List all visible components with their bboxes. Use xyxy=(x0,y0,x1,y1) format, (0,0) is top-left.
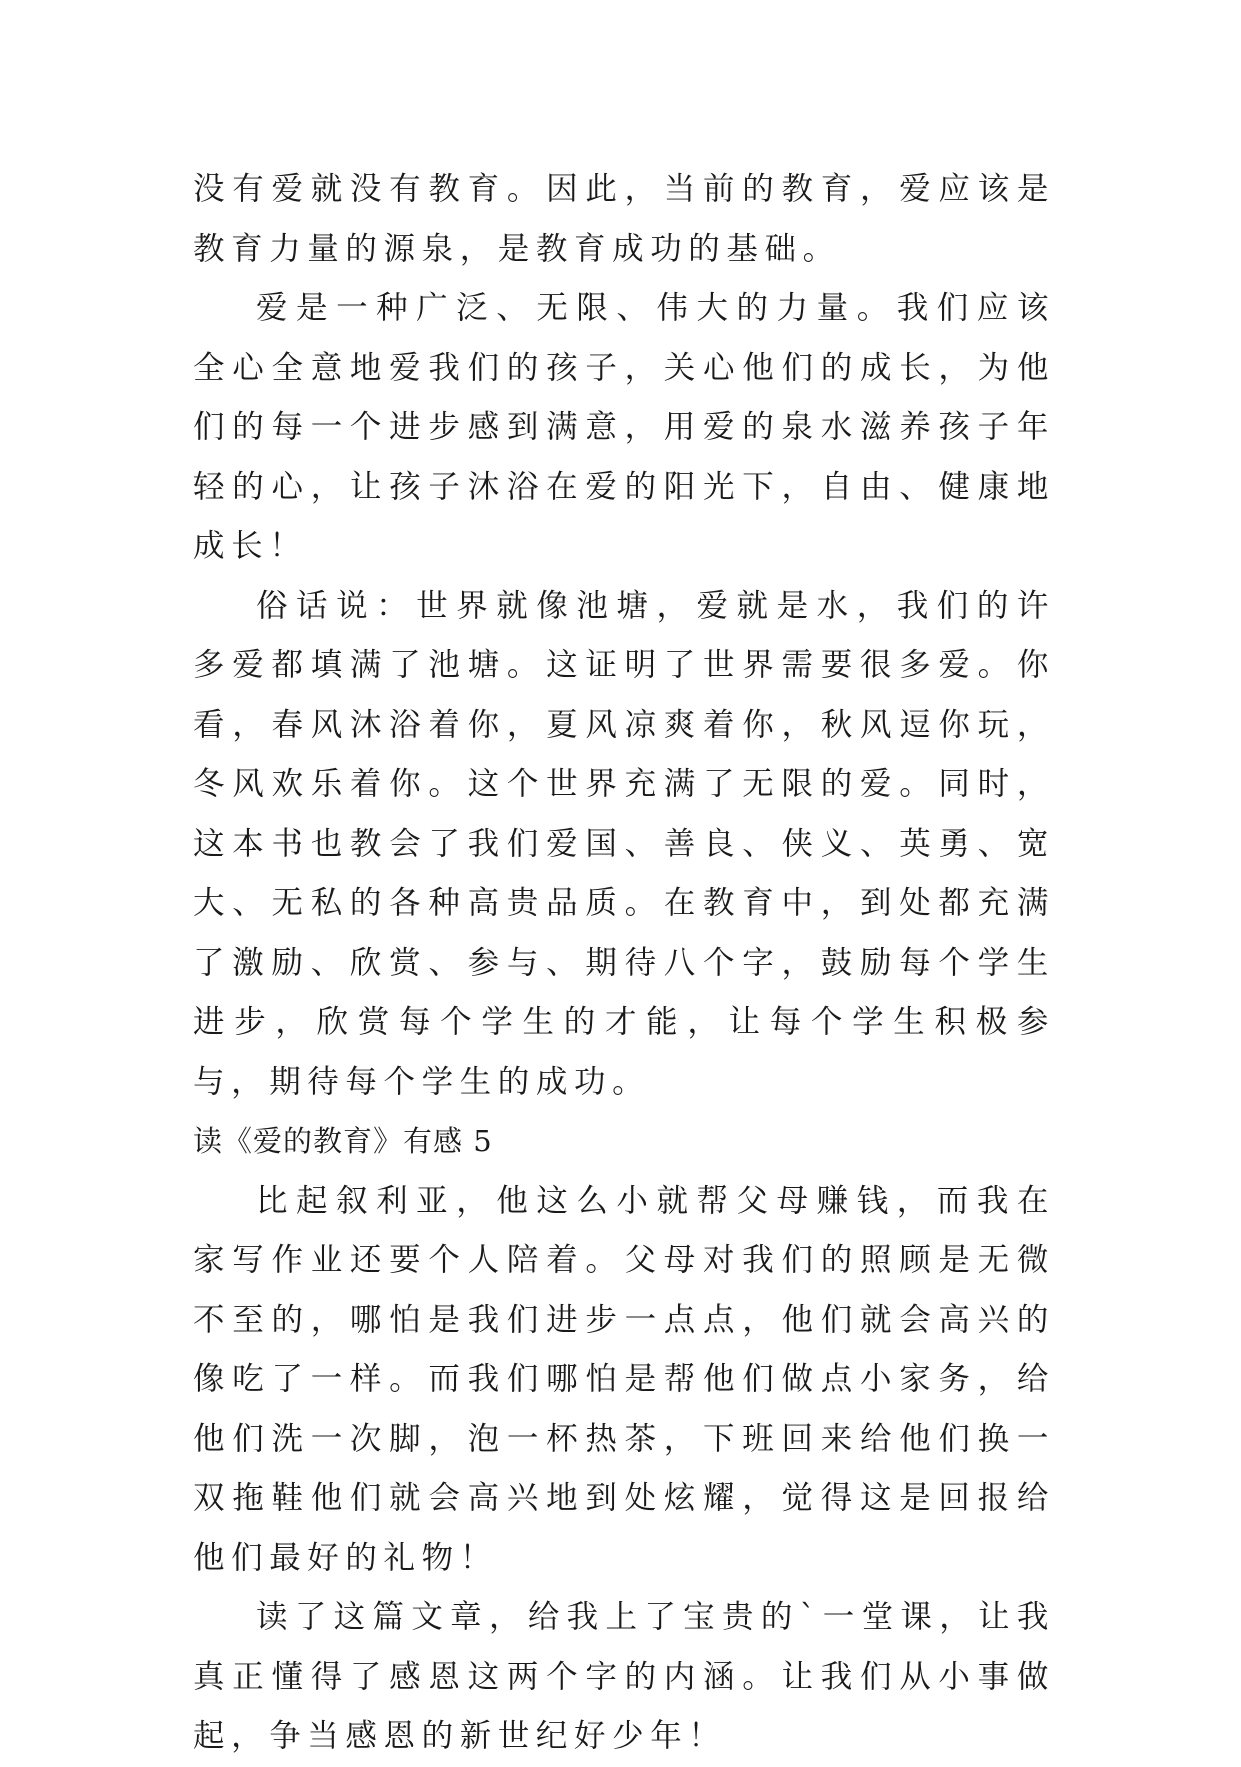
paragraph-2: 爱是一种广泛、无限、伟大的力量。我们应该全心全意地爱我们的孩子，关心他们的成长，为他们的每一个进步感到满意，用爱的泉水滋养孩子年轻的心，让孩子沐浴在爱的阳光下，自由、健康地成长！ xyxy=(193,290,1055,564)
paragraph-1: 没有爱就没有教育。因此，当前的教育，爱应该是教育力量的源泉，是教育成功的基础。 xyxy=(193,171,1055,267)
section-paragraph-1: 比起叙利亚，他这么小就帮父母赚钱，而我在家写作业还要个人陪着。父母对我们的照顾是无微不至的，哪怕是我们进步一点点，他们就会高兴的像吃了一样。而我们哪怕是帮他们做点小家务，给他们洗一次脚，泡一杯热茶，下班回来给他们换一双拖鞋他们就会高兴地到处炫耀，觉得这是回报给他们最好的礼物！ xyxy=(193,1182,1055,1576)
document-body xyxy=(193,160,1055,1767)
section-paragraph-2: 读了这篇文章，给我上了宝贵的`一堂课，让我真正懂得了感恩这两个字的内涵。让我们从小事做起，争当感恩的新世纪好少年！ xyxy=(193,1599,1055,1754)
paragraph-3: 俗话说：世界就像池塘，爱就是水，我们的许多爱都填满了池塘。这证明了世界需要很多爱。你看，春风沐浴着你，夏风凉爽着你，秋风逗你玩，冬风欢乐着你。这个世界充满了无限的爱。同时，这本书也教会了我们爱国、善良、侠义、英勇、宽大、无私的各种高贵品质。在教育中，到处都充满了激励、欣赏、参与、期待八个字，鼓励每个学生进步，欣赏每个学生的才能，让每个学生积极参与，期待每个学生的成功。 xyxy=(193,587,1055,1100)
section-heading: 读《爱的教育》有感 5 xyxy=(193,1124,493,1158)
